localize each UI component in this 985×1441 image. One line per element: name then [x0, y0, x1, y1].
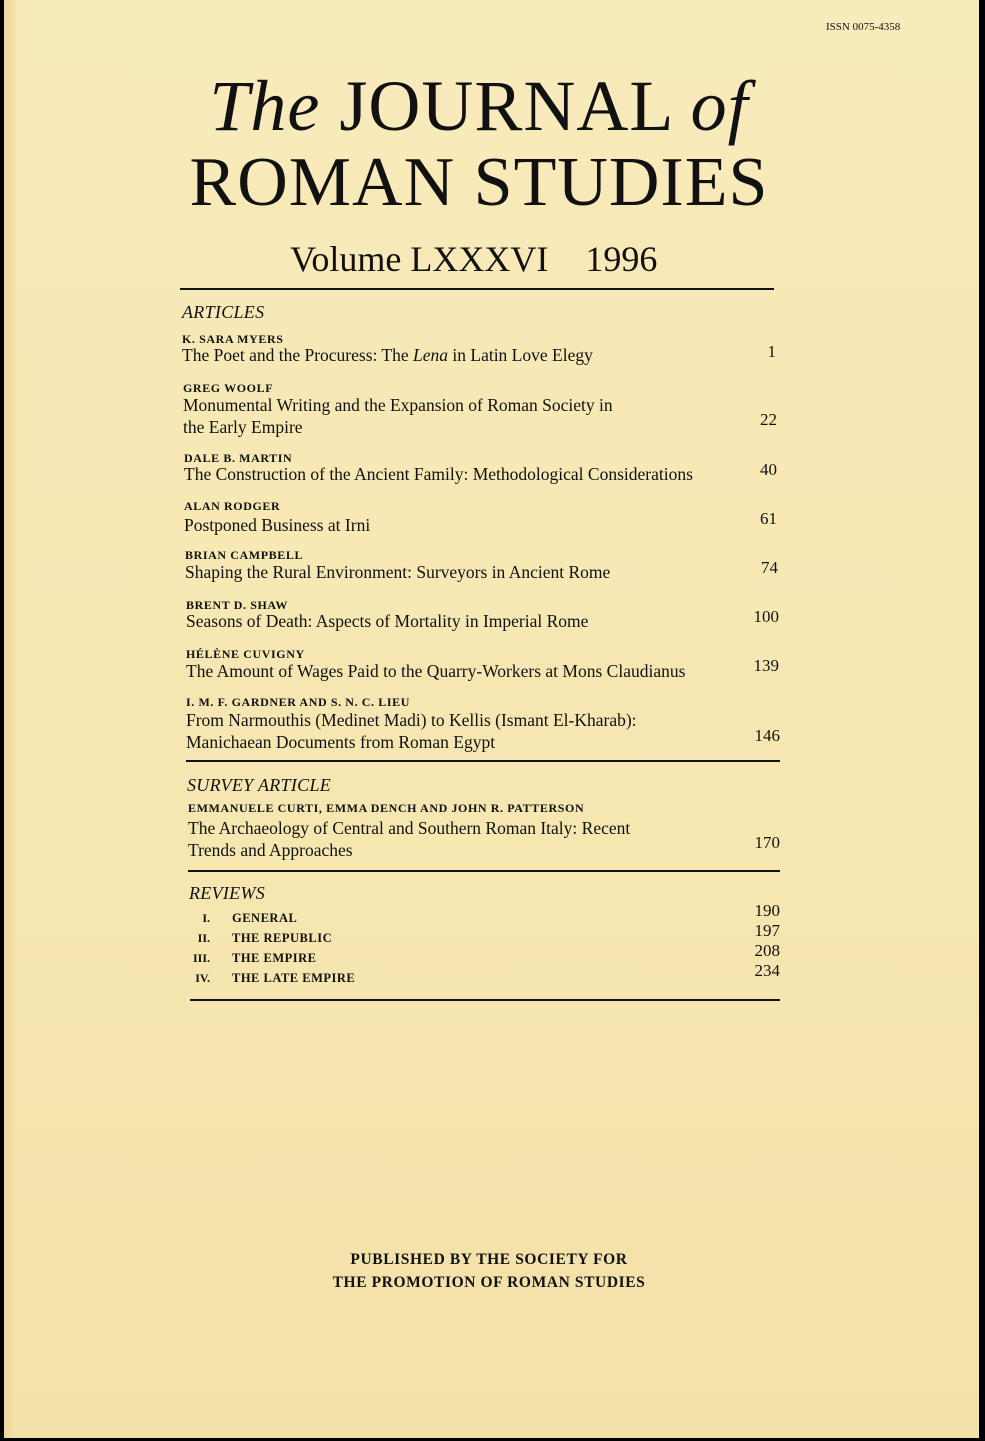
title-of: of [690, 66, 749, 146]
article-title-post: in Latin Love Elegy [448, 345, 593, 365]
survey-page: 170 [754, 833, 780, 852]
review-page: 234 [754, 961, 780, 980]
journal-cover [4, 0, 979, 1438]
article-title-emphasis: Lena [413, 345, 449, 365]
article-page: 146 [754, 726, 780, 745]
review-label: THE REPUBLIC [232, 931, 333, 945]
review-label: THE EMPIRE [232, 951, 317, 965]
article-author: GREG WOOLF [183, 381, 274, 395]
article-page: 40 [760, 460, 777, 479]
title-line-1 [144, 66, 814, 146]
title-journal: JOURNAL [339, 66, 672, 146]
article-page: 100 [753, 607, 779, 626]
section-survey-heading: SURVEY ARTICLE [187, 775, 332, 795]
publisher-imprint [304, 1248, 674, 1294]
title-line-2: ROMAN STUDIES [189, 144, 769, 221]
rule-after-articles [186, 760, 780, 762]
article-title [182, 344, 593, 366]
article-author: BRIAN CAMPBELL [185, 548, 304, 562]
article-author: BRENT D. SHAW [186, 598, 288, 612]
article-title: Shaping the Rural Environment: Surveyors in Ancient Rome [185, 562, 611, 582]
article-author: DALE B. MARTIN [184, 451, 293, 465]
article-page: 139 [753, 656, 779, 675]
review-page: 197 [754, 921, 780, 940]
article-author: K. SARA MYERS [182, 332, 284, 346]
volume-label: Volume LXXXVI [290, 239, 549, 279]
survey-author: EMMANUELE CURTI, EMMA DENCH AND JOHN R. PATTERSON [188, 801, 585, 815]
article-author: ALAN RODGER [184, 499, 281, 513]
article-title: Postponed Business at Irni [184, 515, 371, 535]
review-label: THE LATE EMPIRE [232, 971, 356, 985]
rule-after-survey [188, 870, 780, 872]
review-page: 208 [754, 941, 780, 960]
article-page: 61 [760, 509, 777, 528]
title-the: The [209, 66, 321, 146]
survey-title-line-1: The Archaeology of Central and Southern Roman Italy: Recent [188, 818, 631, 838]
section-reviews-heading: REVIEWS [189, 883, 266, 903]
review-number: IV. [195, 971, 210, 985]
article-author: I. M. F. GARDNER AND S. N. C. LIEU [186, 695, 410, 709]
article-page: 22 [760, 410, 777, 429]
volume-line [290, 238, 657, 280]
journal-title [144, 66, 814, 221]
review-label: GENERAL [232, 911, 298, 925]
section-articles-heading: ARTICLES [182, 302, 265, 322]
article-title-line-2: Manichaean Documents from Roman Egypt [186, 732, 496, 752]
article-title: The Amount of Wages Paid to the Quarry-Workers at Mons Claudianus [186, 661, 686, 681]
volume-year: 1996 [585, 239, 658, 279]
issn-label: ISSN 0075-4358 [826, 21, 901, 33]
review-number: III. [192, 951, 210, 965]
review-number: II. [197, 931, 210, 945]
review-number: I. [202, 911, 210, 925]
rule-after-reviews [190, 999, 780, 1001]
article-title: Seasons of Death: Aspects of Mortality in Imperial Rome [186, 611, 589, 631]
article-page: 1 [767, 342, 776, 361]
review-page: 190 [754, 901, 780, 920]
spine-edge [4, 0, 16, 1438]
publisher-line-2: THE PROMOTION OF ROMAN STUDIES [332, 1274, 646, 1291]
rule-top [180, 288, 774, 290]
article-page: 74 [761, 558, 778, 577]
publisher-line-1: PUBLISHED BY THE SOCIETY FOR [350, 1251, 628, 1268]
article-title-pre: The Poet and the Procuress: The [182, 345, 414, 365]
article-title-line-1: Monumental Writing and the Expansion of Roman Society in [183, 395, 613, 415]
article-title-line-1: From Narmouthis (Medinet Madi) to Kellis (Ismant El-Kharab): [186, 710, 637, 730]
survey-title-line-2: Trends and Approaches [188, 840, 353, 860]
article-title-line-2: the Early Empire [183, 417, 303, 437]
article-title: The Construction of the Ancient Family: Methodological Considerations [184, 464, 693, 484]
article-author: HÉLÈNE CUVIGNY [186, 647, 305, 661]
